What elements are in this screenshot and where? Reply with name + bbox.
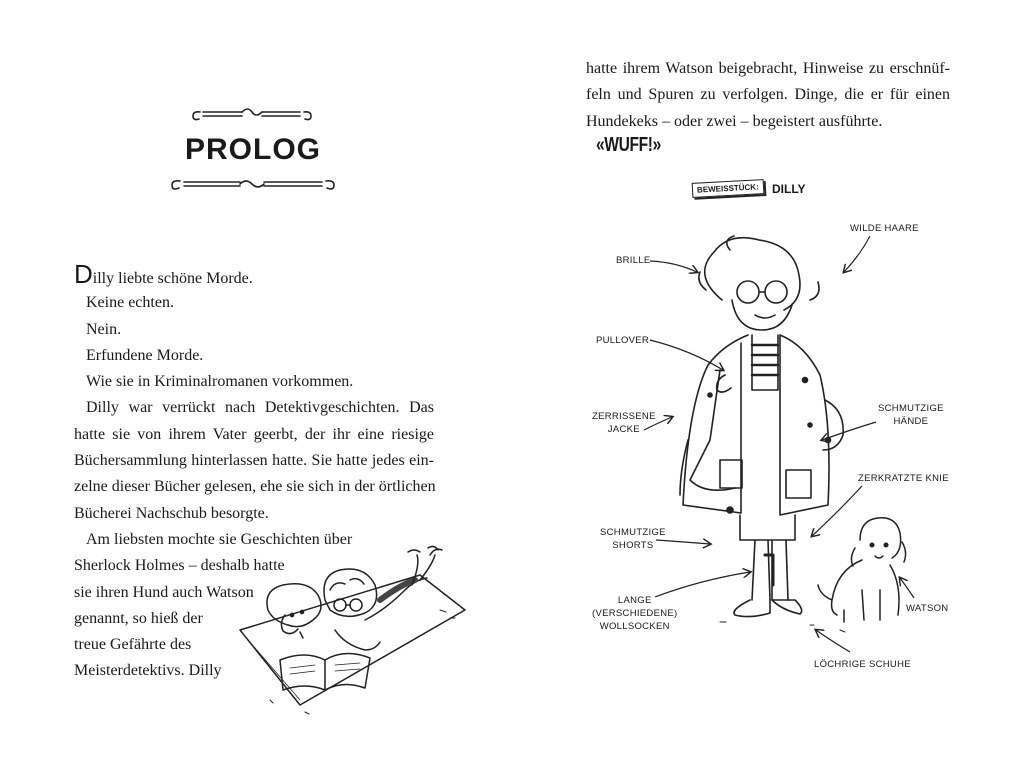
text-line: Am liebsten mochte sie Geschichten über [86,530,353,548]
label-schmutzige-haende: SCHMUTZIGE HÄNDE [878,403,944,427]
label-wilde-haare: WILDE HAARE [850,223,919,234]
exhibit-tag: BEWEISSTÜCK: [692,179,764,198]
text-line: feln und Spuren zu verfolgen. Dinge, die er für einen [586,86,950,104]
text-line: Meisterdetektivs. Dilly [74,662,222,680]
text-line: Hundekeks – oder zwei – begeistert ausführte. [586,112,883,130]
right-page [510,0,1020,772]
text-line: Nein. [86,320,122,338]
text-line: Büchersammlung hinterlassen hatte. Sie hatte jedes ein- [74,452,434,470]
label-pullover: PULLOVER [596,335,650,346]
text-line: genannt, so hieß der [74,609,203,627]
text-line: Keine echten. [86,294,174,312]
text-line: hatte ihrem Watson beigebracht, Hinweise zu erschnüf- [586,60,950,77]
girl-figure [680,236,845,632]
label-zerkratzte-knie: ZERKRATZTE KNIE [858,473,949,484]
text-line: Bücherei Nachschub besorgte. [74,504,269,522]
text-line: zelne dieser Bücher gelesen, ehe sie sich in der örtlichen [74,478,436,496]
wuff-exclamation: «WUFF!» [596,134,661,156]
label-zerrissene-jacke: ZERRISSENE JACKE [592,411,656,435]
label-lange-wollsocken: LANGE (VERSCHIEDENE) WOLLSOCKEN [592,595,678,632]
exhibit-name: DILLY [772,182,806,196]
text-line: Sherlock Holmes – deshalb hatte [74,557,285,575]
text-line: Erfundene Morde. [86,346,204,364]
text-line: Dilly war verrückt nach Detektivgeschichten. Das [86,399,434,417]
dog-watson [818,518,906,622]
text-line: hatte sie von ihrem Vater geerbt, der ihr eine riesige [74,425,434,443]
label-loechrige-schuhe: LÖCHRIGE SCHUHE [814,659,911,670]
label-arrows [644,236,914,652]
dilly-illustration [510,0,1020,772]
label-watson: WATSON [906,603,949,614]
label-schmutzige-shorts: SCHMUTZIGE SHORTS [600,527,666,551]
first-line: Dilly liebte schöne Morde. [74,259,253,289]
text-line: Wie sie in Kriminalromanen vorkommen. [86,373,354,391]
label-brille: BRILLE [616,255,651,266]
text-line: treue Gefährte des [74,636,192,654]
drop-cap: D [74,259,93,289]
chapter-title: PROLOG [184,133,321,166]
text-line: sie ihren Hund auch Watson [74,583,254,601]
